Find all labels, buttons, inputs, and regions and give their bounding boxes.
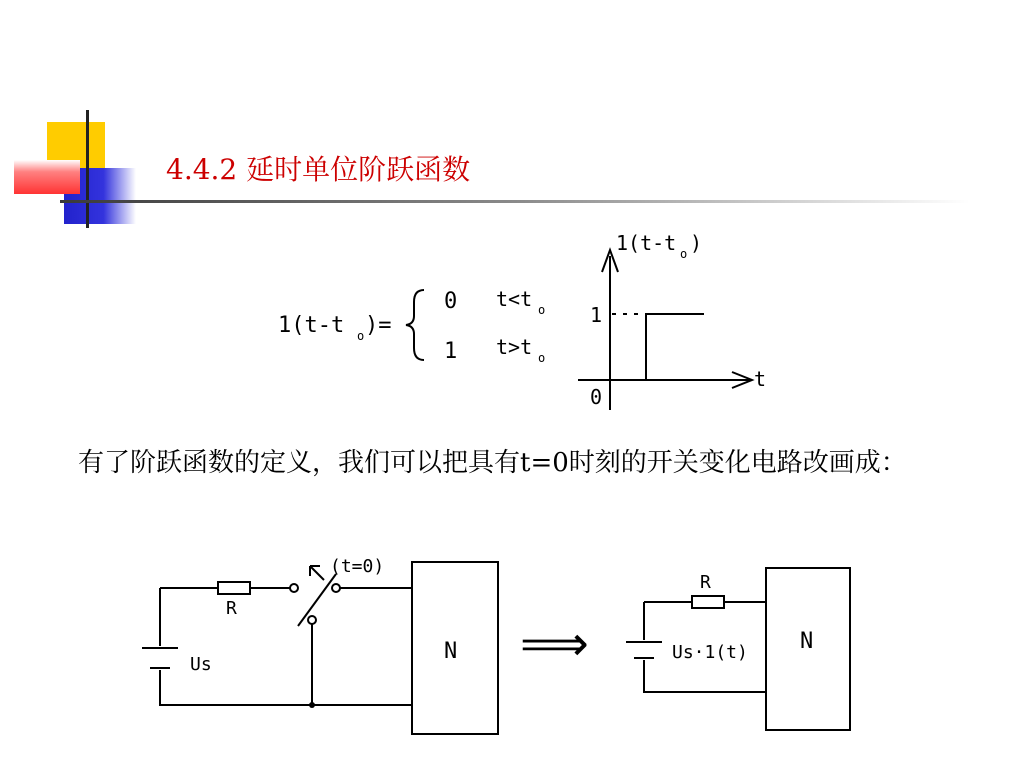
left-resistor: [218, 582, 250, 594]
left-resistor-label: R: [226, 598, 237, 619]
graph-y-label-close: ): [690, 231, 703, 255]
right-resistor: [692, 596, 724, 608]
right-source-label: Us·1(t): [672, 642, 748, 663]
formula-lhs-subscript: o: [357, 329, 365, 343]
step-function-formula: [278, 280, 568, 370]
switch-arrow-icon: [310, 566, 324, 580]
graph-level-label: 1: [590, 303, 603, 327]
slide-title: 4.4.2 延时单位阶跃函数: [166, 153, 471, 186]
right-network-label: N: [800, 629, 814, 654]
decor-red-square: [14, 160, 80, 194]
graph-origin-label: 0: [590, 385, 603, 409]
left-source-label: Us: [190, 654, 212, 675]
body-paragraph: 有了阶跃函数的定义，我们可以把具有t=0时刻的开关变化电路改画成：: [78, 448, 907, 478]
graph-y-label: 1(t-t: [616, 231, 677, 255]
left-network-label: N: [444, 639, 458, 664]
left-circuit-wire: [160, 588, 412, 705]
switch-contact-left: [290, 584, 298, 592]
formula-lhs-close: )=: [365, 313, 392, 338]
graph-x-label: t: [754, 367, 767, 391]
graph-y-label-subscript: o: [680, 247, 688, 261]
formula-case1-subscript: o: [538, 303, 546, 317]
formula-brace: [406, 290, 424, 360]
switch-blade: [298, 574, 336, 626]
switch-contact-right: [332, 584, 340, 592]
switch-circuit-diagram: [130, 548, 510, 738]
junction-dot: [309, 702, 315, 708]
delayed-step-graph: [570, 226, 800, 416]
formula-case2-subscript: o: [538, 351, 546, 365]
step-source-circuit-diagram: [616, 562, 856, 732]
formula-lhs: 1(t-t: [278, 313, 345, 338]
right-resistor-label: R: [700, 572, 711, 593]
formula-case1-condition: t<t: [496, 287, 533, 311]
formula-case2-value: 1: [444, 339, 458, 364]
switch-contact-bottom: [308, 616, 316, 624]
switch-label: (t=0): [330, 556, 385, 577]
formula-case1-value: 0: [444, 289, 458, 314]
title-underline: [60, 200, 970, 203]
implies-arrow-icon: ⟹: [520, 616, 589, 672]
decor-vertical-line: [86, 110, 89, 228]
formula-case2-condition: t>t: [496, 335, 533, 359]
